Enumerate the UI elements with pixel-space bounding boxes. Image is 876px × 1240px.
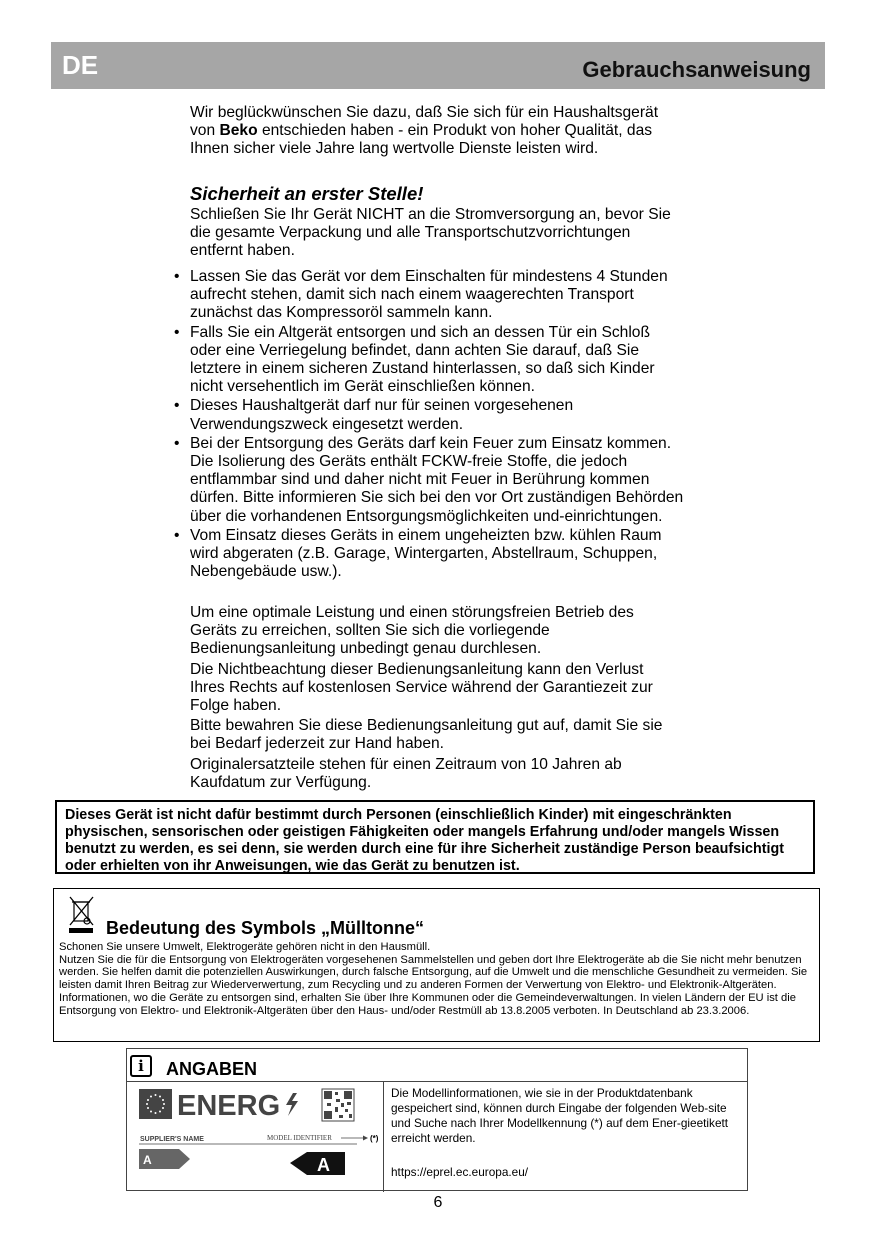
qr-code-icon [322,1089,354,1121]
eu-flag [139,1089,172,1119]
model-marker: (*) [370,1134,379,1143]
safety-text: Schließen Sie Ihr Gerät NICHT an die Stromversorgung an, bevor Sie die gesamte Verpackung und alle Transportschutzvorrichtungen entfernt haben. [190,206,671,260]
safety-heading: Sicherheit an erster Stelle! [190,183,424,204]
model-arrow-head [363,1136,368,1141]
intro-text-after: entschieden haben - ein Produkt von hoher Qualität, das Ihnen sicher viele Jahre lang wertvolle Dienste leisten wird. [190,122,653,158]
weee-text [59,941,817,1017]
paragraph: Bitte bewahren Sie diese Bedienungsanleitung gut auf, damit Sie sie bei Bedarf jederzeit zur Hand haben. [190,717,663,753]
supplier-name-label: SUPPLIER'S NAME [140,1136,204,1143]
list-item: • Falls Sie ein Altgerät entsorgen und sich an dessen Tür ein Schloß oder eine Verriegelung befindet, dann achten Sie darauf, daß Sie letztere in einem sicheren Zustand hinterlassen, so daß sich Kinder nicht versehentlich im Gerät einschließen können. [174,324,684,397]
product-info-header [127,1049,747,1082]
weee-text-body: Nutzen Sie die für die Entsorgung von Elektrogeräten vorgesehenen Sammelstellen und geben dort Ihre Elektrogeräte ab die Sie nicht mehr benutzen werden. Sie helfen damit die potenziellen Auswirkungen, durch falsche Entsorgung, auf die Umwelt und die menschliche Gesundheit zu vermeiden. Sie leisten damit Ihren Beitrag zur Wiederverwertung, zum Recycling und zu anderen Formen der Verwertung von Elektro- und Elektronik-Altgeräten. Informationen, wo die Geräte zu entsorgen sind, erhalten Sie über Ihre Kommunen oder die Gemeindeverwaltungen. In vielen Ländern der EU ist die Entsorgung von Elektro- und Elektronik-Altgeräten über den Haus- und/oder Restmüll ab 13.8.2005 verboten. In Deutschland ab 23.3.2006. [59,953,808,1017]
language-code: DE [62,50,99,80]
safety-paragraph [190,206,680,261]
list-item: • Vom Einsatz dieses Geräts in einem ungeheizten bzw. kühlen Raum wird abgeraten (z.B. Garage, Wintergarten, Abstellraum, Schuppen, Nebengebäude usw.). [174,527,684,582]
model-identifier-label: MODEL IDENTIFIER [267,1134,332,1142]
weee-heading: Bedeutung des Symbols „Mülltonne“ [106,918,425,938]
brand-name: Beko [219,122,258,140]
info-icon: i [130,1055,152,1077]
page-header [51,42,825,89]
eprel-link[interactable]: https://eprel.ec.europa.eu/ [391,1165,529,1179]
product-database-description: Die Modellinformationen, wie sie in der Produktdatenbank gespeichert sind, können durch Eingabe der folgenden Web-site und Suche nach Ihrer Modellkennung (*) auf dem Ener-gieetikett erreicht werden. [391,1086,729,1145]
intro-text-before: Wir beglückwünschen Sie dazu, daß Sie sich für ein Haushaltsgerät von [190,104,659,140]
paragraph: Die Nichtbeachtung dieser Bedienungsanleitung kann den Verlust Ihres Rechts auf kostenlosen Service während der Garantiezeit zur Folge haben. [190,660,653,715]
safety-bullet-list [174,268,684,582]
instruction-paragraphs [190,604,680,794]
weee-info-box [53,888,820,1042]
weee-text-line: Schonen Sie unsere Umwelt, Elektrogeräte gehören nicht in den Hausmüll. [59,941,431,953]
energy-class-left: A [143,1153,152,1167]
warning-text: Dieses Gerät ist nicht dafür bestimmt durch Personen (einschließlich Kinder) mit eingeschränkten physischen, sensorischen oder geistigen Fähigkeiten oder mangels Erfahrung und/oder mangels Wissen benutzt zu werden, es sei denn, sie werden durch eine für ihre Sicherheit zuständige Person beaufsichtigt oder erhielten von ihr Anweisungen, wie das Gerät zu benutzen ist. [65,807,784,874]
intro-paragraph [190,104,680,159]
warning-box [55,800,815,874]
lightning-icon [286,1093,298,1116]
energy-class-right: A [317,1155,330,1175]
energy-label-svg [127,1081,383,1192]
list-item: • Bei der Entsorgung des Geräts darf kein Feuer zum Einsatz kommen. Die Isolierung des Geräts enthält FCKW-freie Stoffe, die jedoch entflammbar sind und daher nicht mit Feuer in Berührung kommen dürfen. Bitte informieren Sie sich bei den vor Ort zuständigen Behörden über die vorhandenen Entsorgungsmöglichkeiten und-einrichtungen. [174,435,684,526]
page-number: 6 [433,1194,443,1211]
energy-logo-text: ENERG [177,1090,281,1122]
crossed-bin-icon [67,894,97,934]
energy-label-graphic [127,1081,384,1192]
paragraph: Originalersatzteile stehen für einen Zeitraum von 10 Jahren ab Kaufdatum zur Verfügung. [190,755,622,791]
product-info-heading: ANGABEN [166,1059,258,1079]
paragraph: Um eine optimale Leistung und einen störungsfreien Betrieb des Geräts zu erreichen, sollten Sie sich die vorliegende Bedienungsanleitung unbedingt genau durchlesen. [190,604,634,658]
product-info-box [126,1048,748,1191]
list-item: • Lassen Sie das Gerät vor dem Einschalten für mindestens 4 Stunden aufrecht stehen, damit sich nach einem waagerechten Transport zunächst das Kompressoröl sammeln kann. [174,268,684,323]
list-item: • Dieses Haushaltgerät darf nur für seinen vorgesehenen Verwendungszweck eingesetzt werden. [174,397,684,433]
document-title: Gebrauchsanweisung [582,57,811,82]
